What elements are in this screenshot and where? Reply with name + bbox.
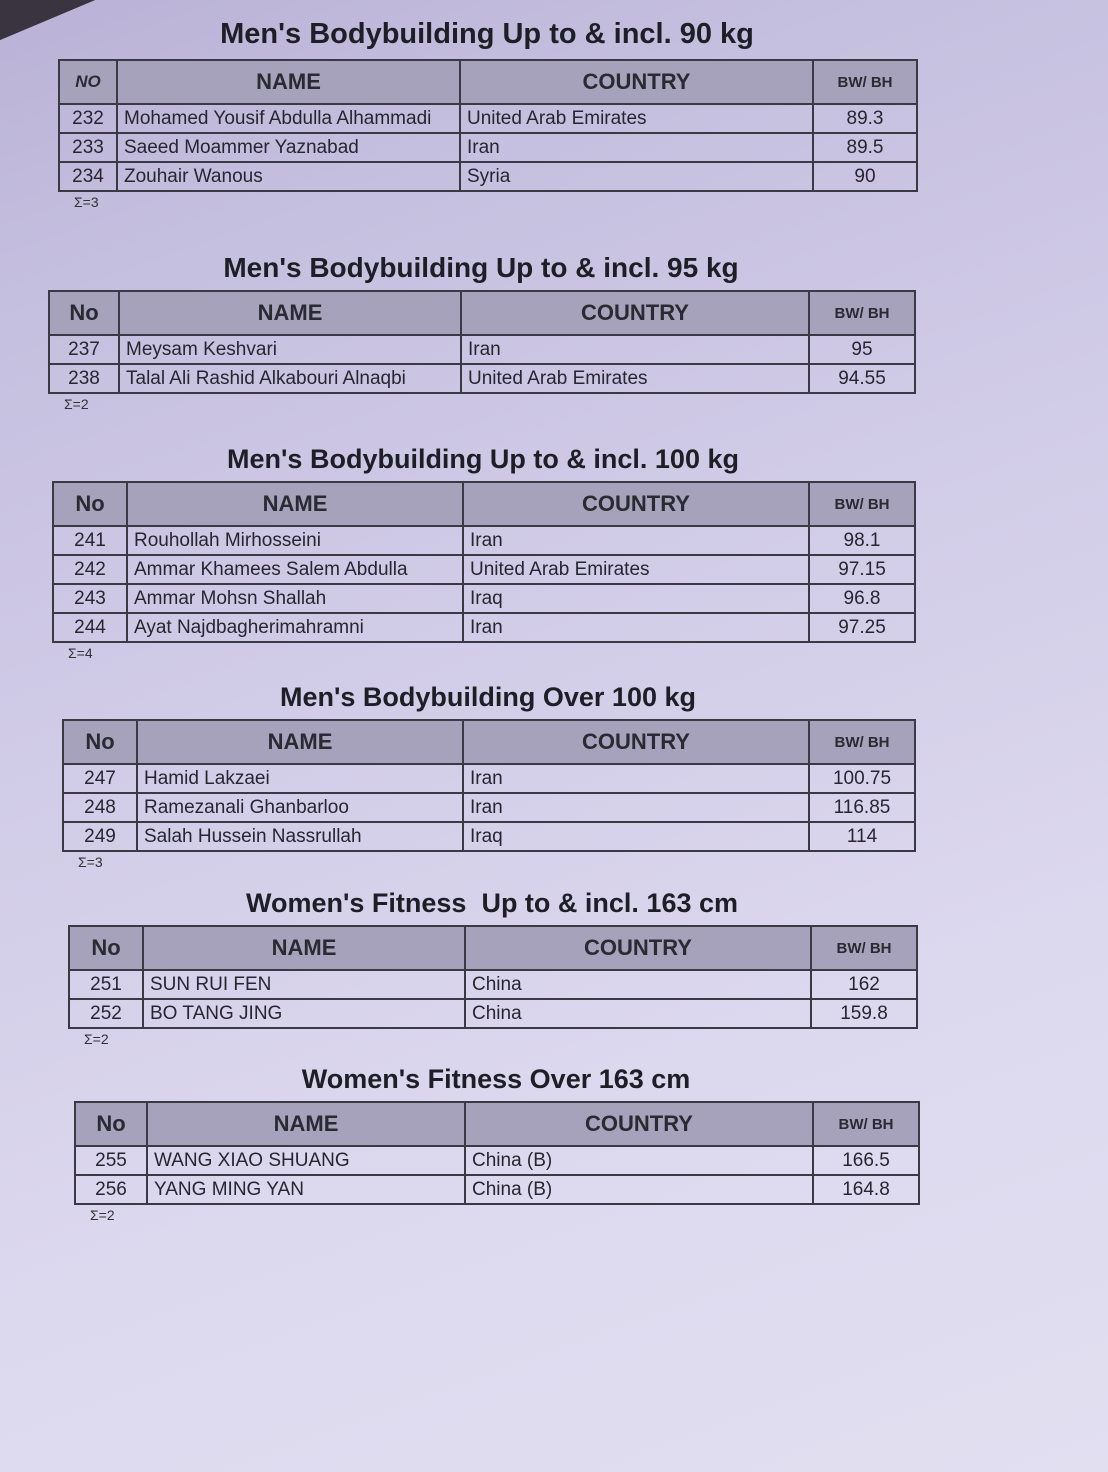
athlete-bw: 164.8 [813, 1175, 919, 1204]
table-row [49, 364, 915, 393]
header-country: COUNTRY [465, 926, 811, 970]
header-country: COUNTRY [463, 482, 809, 526]
athlete-name: Ammar Mohsn Shallah [127, 584, 463, 613]
athlete-name: Saeed Moammer Yaznabad [117, 133, 460, 162]
results-table [58, 59, 918, 192]
athlete-number: 237 [49, 335, 119, 364]
header-bw: BW/ BH [809, 291, 915, 335]
table-row [53, 584, 915, 613]
athlete-number: 249 [63, 822, 137, 851]
header-no: No [69, 926, 143, 970]
entry-count: Σ=2 [84, 1031, 109, 1047]
table-header-row [49, 291, 915, 335]
athlete-number: 251 [69, 970, 143, 999]
header-name: NAME [143, 926, 465, 970]
athlete-bw: 100.75 [809, 764, 915, 793]
athlete-country: China (B) [465, 1175, 813, 1204]
header-bw: BW/ BH [813, 60, 917, 104]
athlete-country: China [465, 970, 811, 999]
athlete-name: Mohamed Yousif Abdulla Alhammadi [117, 104, 460, 133]
athlete-name: Zouhair Wanous [117, 162, 460, 191]
table-row [59, 133, 917, 162]
athlete-name: YANG MING YAN [147, 1175, 465, 1204]
athlete-bw: 89.5 [813, 133, 917, 162]
header-name: NAME [127, 482, 463, 526]
header-country: COUNTRY [463, 720, 809, 764]
athlete-bw: 96.8 [809, 584, 915, 613]
header-country: COUNTRY [465, 1102, 813, 1146]
table-header-row [63, 720, 915, 764]
athlete-name: SUN RUI FEN [143, 970, 465, 999]
athlete-number: 252 [69, 999, 143, 1028]
table-row [49, 335, 915, 364]
category-section-fitness-over-163 [74, 1064, 918, 1223]
category-title: Men's Bodybuilding Up to & incl. 90 kg [220, 18, 754, 50]
athlete-name: Talal Ali Rashid Alkabouri Alnaqbi [119, 364, 461, 393]
category-section-fitness-163 [68, 888, 916, 1047]
category-title: Men's Bodybuilding Up to & incl. 100 kg [227, 444, 739, 474]
category-title: Men's Bodybuilding Up to & incl. 95 kg [223, 252, 739, 283]
table-row [63, 793, 915, 822]
athlete-number: 238 [49, 364, 119, 393]
athlete-country: United Arab Emirates [461, 364, 809, 393]
athlete-name: Salah Hussein Nassrullah [137, 822, 463, 851]
header-no: No [75, 1102, 147, 1146]
athlete-number: 243 [53, 584, 127, 613]
results-table [48, 290, 916, 394]
category-title: Women's Fitness Over 163 cm [301, 1064, 691, 1094]
athlete-bw: 162 [811, 970, 917, 999]
athlete-bw: 95 [809, 335, 915, 364]
table-header-row [75, 1102, 919, 1146]
table-header-row [53, 482, 915, 526]
athlete-country: Iran [463, 613, 809, 642]
header-bw: BW/ BH [809, 482, 915, 526]
header-country: COUNTRY [460, 60, 813, 104]
athlete-name: WANG XIAO SHUANG [147, 1146, 465, 1175]
header-name: NAME [147, 1102, 465, 1146]
athlete-country: Iraq [463, 822, 809, 851]
table-row [53, 555, 915, 584]
entry-count: Σ=3 [78, 854, 103, 870]
athlete-bw: 166.5 [813, 1146, 919, 1175]
athlete-country: United Arab Emirates [463, 555, 809, 584]
table-header-row [59, 60, 917, 104]
athlete-number: 256 [75, 1175, 147, 1204]
table-row [59, 162, 917, 191]
header-no: No [63, 720, 137, 764]
athlete-country: Iran [461, 335, 809, 364]
athlete-number: 233 [59, 133, 117, 162]
athlete-bw: 159.8 [811, 999, 917, 1028]
athlete-bw: 94.55 [809, 364, 915, 393]
results-table [62, 719, 916, 852]
results-table [68, 925, 918, 1029]
athlete-number: 255 [75, 1146, 147, 1175]
athlete-name: Ammar Khamees Salem Abdulla [127, 555, 463, 584]
athlete-name: Ayat Najdbagherimahramni [127, 613, 463, 642]
athlete-country: Iran [463, 526, 809, 555]
entry-count: Σ=2 [90, 1207, 115, 1223]
athlete-name: Hamid Lakzaei [137, 764, 463, 793]
athlete-bw: 97.15 [809, 555, 915, 584]
table-row [69, 970, 917, 999]
header-bw: BW/ BH [811, 926, 917, 970]
athlete-country: Iran [463, 764, 809, 793]
athlete-name: BO TANG JING [143, 999, 465, 1028]
athlete-number: 234 [59, 162, 117, 191]
header-name: NAME [117, 60, 460, 104]
table-row [53, 526, 915, 555]
athlete-number: 242 [53, 555, 127, 584]
header-no: No [49, 291, 119, 335]
table-row [75, 1146, 919, 1175]
athlete-number: 248 [63, 793, 137, 822]
athlete-country: China (B) [465, 1146, 813, 1175]
athlete-name: Meysam Keshvari [119, 335, 461, 364]
athlete-country: Iran [463, 793, 809, 822]
table-header-row [69, 926, 917, 970]
table-row [75, 1175, 919, 1204]
category-section-over-100kg [62, 682, 914, 870]
entry-count: Σ=3 [74, 194, 99, 210]
results-table [74, 1101, 920, 1205]
category-title: Women's Fitness Up to & incl. 163 cm [245, 888, 739, 918]
athlete-bw: 89.3 [813, 104, 917, 133]
results-table [52, 481, 916, 643]
athlete-bw: 98.1 [809, 526, 915, 555]
athlete-number: 247 [63, 764, 137, 793]
athlete-number: 244 [53, 613, 127, 642]
athlete-country: Iraq [463, 584, 809, 613]
athlete-name: Ramezanali Ghanbarloo [137, 793, 463, 822]
entry-count: Σ=4 [68, 645, 93, 661]
athlete-bw: 90 [813, 162, 917, 191]
athlete-bw: 114 [809, 822, 915, 851]
header-bw: BW/ BH [809, 720, 915, 764]
athlete-country: United Arab Emirates [460, 104, 813, 133]
header-bw: BW/ BH [813, 1102, 919, 1146]
header-no: No [53, 482, 127, 526]
athlete-bw: 116.85 [809, 793, 915, 822]
table-row [63, 822, 915, 851]
header-name: NAME [119, 291, 461, 335]
category-section-100kg [52, 444, 914, 661]
table-row [63, 764, 915, 793]
category-title: Men's Bodybuilding Over 100 kg [279, 682, 696, 712]
category-section-90kg [58, 18, 916, 210]
header-name: NAME [137, 720, 463, 764]
entry-count: Σ=2 [64, 396, 89, 412]
table-row [59, 104, 917, 133]
athlete-number: 241 [53, 526, 127, 555]
athlete-country: China [465, 999, 811, 1028]
athlete-bw: 97.25 [809, 613, 915, 642]
athlete-country: Iran [460, 133, 813, 162]
table-row [53, 613, 915, 642]
header-country: COUNTRY [461, 291, 809, 335]
category-section-95kg [48, 252, 914, 412]
athlete-number: 232 [59, 104, 117, 133]
table-row [69, 999, 917, 1028]
athlete-name: Rouhollah Mirhosseini [127, 526, 463, 555]
athlete-country: Syria [460, 162, 813, 191]
header-no: NO [59, 60, 117, 104]
